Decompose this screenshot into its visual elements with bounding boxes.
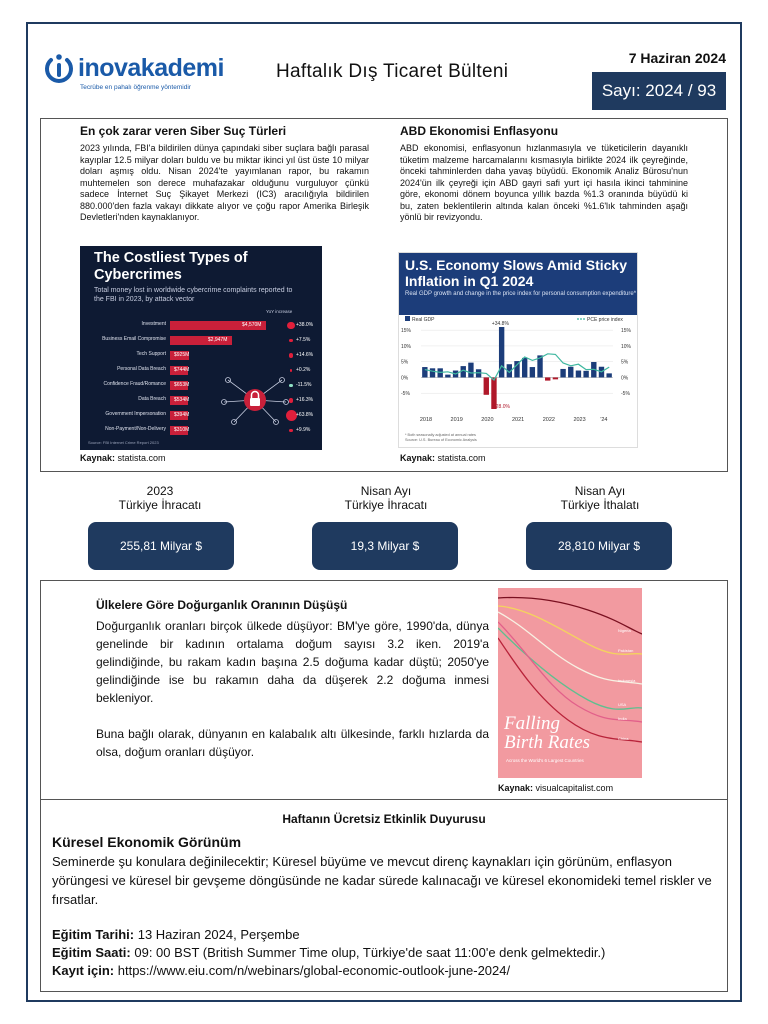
inflation-source-value: statista.com	[437, 453, 486, 463]
legend-swatch-gdp	[405, 316, 410, 321]
stat-label-line1: 2023	[146, 484, 174, 498]
cyber-yoy-dot	[289, 353, 293, 357]
birth-paragraph-2: Buna bağlı olarak, dünyanın en kalabalık altı ülkesinde, farklı hızlarda da olsa, doğum oranları düşüyor.	[96, 727, 489, 759]
gdp-bar	[468, 363, 473, 378]
stat-import-april	[526, 484, 674, 512]
cyber-chart-title: The Costliest Types of Cybercrimes	[94, 250, 248, 283]
cyber-category-label: Non-Payment/Non-Delivery	[105, 426, 166, 432]
inflation-chart-plot	[399, 313, 638, 448]
gdp-bar	[568, 367, 573, 378]
cyber-category-label: Confidence Fraud/Romance	[103, 381, 166, 387]
inflation-chart	[398, 252, 638, 448]
cyber-category-label: Government Impersonation	[105, 411, 166, 417]
cyber-title: En çok zarar veren Siber Suç Türleri	[80, 124, 287, 138]
cyber-chart-row	[80, 318, 322, 333]
cybercrime-chart	[80, 246, 322, 450]
cyber-yoy-dot	[290, 369, 292, 371]
stat-value-import-april: 28,810 Milyar $	[526, 522, 672, 570]
y-tick-label-left: 10%	[401, 343, 412, 350]
cyber-yoy-label: +38.0%	[296, 322, 314, 328]
stat-value-export-2023: 255,81 Milyar $	[88, 522, 234, 570]
logo	[42, 50, 232, 98]
stat-label-line1: Nisan Ayı	[360, 484, 412, 498]
y-tick-label-right: 5%	[621, 359, 629, 366]
x-tick-label: 2018	[419, 417, 433, 423]
cyber-yoy-label: -11.5%	[296, 382, 312, 388]
cyber-chart-source: Source: FBI Internet Crime Report 2023	[88, 440, 159, 445]
inflation-source	[400, 453, 486, 463]
cyber-category-label: Investment	[141, 321, 166, 327]
birth-country-label: China	[618, 736, 629, 741]
birth-country-label: India	[618, 716, 627, 721]
cyber-yoy-dot	[289, 339, 292, 342]
stat-export-april	[312, 484, 460, 512]
gdp-bar	[583, 371, 588, 378]
cyber-value-label: $534M	[174, 397, 190, 403]
birth-title: Ülkelere Göre Doğurganlık Oranının Düşüşü	[96, 598, 348, 612]
cyber-yoy-label: +14.6%	[296, 352, 314, 358]
cyber-yoy-dot	[289, 429, 292, 432]
y-tick-label-right: -5%	[621, 391, 630, 398]
inflation-chart-subtitle: Real GDP growth and change in the price index for personal consumption expenditure*	[405, 291, 637, 297]
cyber-yoy-dot	[287, 322, 294, 329]
stat-export-2023	[86, 484, 234, 512]
event-date	[52, 926, 300, 944]
event-heading: Haftanın Ücretsiz Etkinlik Duyurusu	[282, 812, 486, 826]
birth-country-label: USA	[618, 702, 627, 707]
cyber-value-label: $2,947M	[207, 337, 228, 343]
event-registration	[52, 962, 510, 980]
logo-name: inovakademi	[78, 54, 224, 82]
cyber-yoy-label: +9.9%	[296, 427, 311, 433]
event-description: Seminerde şu konulara değinilecektir; Küresel büyüme ve mevcut direnç kaynakları için görünüm, enflasyon yörüngesi ve küresel bir gevşeme döngüsünde ne kadar sürede kalınacağı ve küresel ekonomideki temel riskler ve fırsatlar.	[52, 854, 712, 907]
stat-label-line2: Türkiye İhracatı	[118, 498, 202, 512]
birth-country-label: Pakistan	[618, 648, 634, 653]
event-time-label: Eğitim Saati:	[52, 945, 131, 960]
x-tick-label: '24	[600, 417, 608, 423]
y-tick-label-right: 10%	[621, 343, 632, 350]
cyber-category-label: Business Email Compromise	[102, 336, 166, 342]
cyber-yoy-label: +7.5%	[296, 337, 311, 343]
cyber-chart-row	[80, 348, 322, 363]
x-tick-label: 2022	[542, 417, 555, 423]
cyber-value-label: $653M	[174, 382, 190, 388]
event-register-label: Kayıt için:	[52, 963, 115, 978]
inflation-title: ABD Ekonomisi Enflasyonu	[400, 124, 559, 138]
y-tick-label-right: 0%	[621, 375, 629, 382]
stat-label-line2: Türkiye İthalatı	[560, 498, 640, 512]
cyber-chart-row	[80, 333, 322, 348]
cyber-source	[80, 453, 166, 463]
inflation-text: ABD ekonomisi, enflasyonun hızlanmasıyla ve tüketicilerin dayanıklı tüketim malzeme harcamalarını kısmasıyla birlikte 2024 ilk çeyreğinde, önceki tahminlerden daha yavaş büyüdü. Ekonomik Analiz Bürosu'nun 2024'ün ilk çeyreği için ABD gayri safi yurt içi hasıla ikinci tahminine göre, ekonomi dönem boyunca yıllık bazda %1.3 oranında büyüdü ki bu, zaten beklentilerin altında kalan önceki %1.6'lık tahminden aşağı yönlü bir revizyondu.	[400, 143, 688, 222]
event-register-link[interactable]: https://www.eiu.com/n/webinars/global-economic-outlook-june-2024/	[114, 963, 511, 978]
birth-image-caption	[504, 714, 590, 752]
inflation-chart-title: U.S. Economy Slows Amid Sticky Inflation in Q1 2024	[405, 257, 627, 289]
issue-date: 7 Haziran 2024	[628, 50, 726, 66]
birth-caption-line2: Birth Rates	[504, 732, 591, 753]
gdp-bar	[553, 377, 558, 379]
birth-source-value: visualcapitalist.com	[535, 783, 614, 793]
cyber-value-label: $394M	[174, 412, 190, 418]
annotation-min: -28.0%	[494, 404, 510, 410]
issue-number: Sayı: 2024 / 93	[592, 72, 726, 110]
birth-rates-image	[498, 588, 642, 778]
gdp-bar	[530, 367, 535, 377]
gdp-bar	[576, 371, 581, 378]
cyber-category-label: Data Breach	[138, 396, 166, 402]
cyber-text: 2023 yılında, FBI'a bildirilen dünya çapındaki siber suçlara bağlı parasal kayıplar 12.5 milyar doları buldu ve bu miktar ikinci yıl üst üste 10 milyar doları aşmış oldu. Nisan 2024'te yayımlanan rapor, bu rakamın muhtemelen son derece muhafazakar olduğunu vurguluyor çünkü sadece İnternet Suç Şikayet Merkezi (IC3) aracılığıyla bildirilen 880.000'den fazla vakayı dikkate alıyor ve çoğu rapor Amerika Birleşik Devletleri'nden kaynaklanıyor.	[80, 143, 369, 222]
inflation-article	[400, 124, 688, 224]
cyber-value-label: $4,570M	[242, 322, 262, 328]
bulletin-title: Haftalık Dış Ticaret Bülteni	[276, 61, 509, 82]
cyber-value-label: $744M	[174, 367, 190, 373]
birth-source-label: Kaynak:	[498, 783, 534, 793]
padlock-icon	[220, 372, 290, 428]
event-date-value: 13 Haziran 2024, Perşembe	[134, 927, 300, 942]
gdp-bar	[445, 375, 450, 378]
event-time-value: 09: 00 BST (British Summer Time olup, Türkiye'de saat 11:00'e denk gelmektedir.)	[130, 945, 606, 960]
chart-footnote: * Both seasonally adjusted at annual rates	[405, 433, 476, 437]
gdp-bar	[430, 368, 435, 377]
legend-label-gdp: Real GDP	[412, 317, 435, 323]
gdp-bar	[606, 373, 611, 377]
birth-image-subtitle: Across the World's 6 Largest Countries	[506, 758, 584, 763]
y-tick-label-left: -5%	[401, 391, 410, 398]
birth-source	[498, 783, 613, 793]
cyber-source-label: Kaynak:	[80, 453, 116, 463]
gdp-bar	[545, 377, 550, 380]
y-tick-label-right: 15%	[621, 328, 632, 335]
cyber-yoy-label: +0.2%	[296, 367, 311, 373]
legend-label-pce: PCE price index	[587, 317, 623, 323]
x-tick-label: 2020	[481, 417, 494, 423]
cyber-yoy-label: +16.3%	[296, 397, 314, 403]
x-tick-label: 2019	[450, 417, 463, 423]
event-title: Küresel Ekonomik Görünüm	[52, 834, 242, 850]
cyber-value-label: $925M	[174, 352, 190, 358]
cyber-category-label: Tech Support	[136, 351, 166, 357]
x-tick-label: 2021	[512, 417, 525, 423]
cyber-yoy-label: +63.8%	[296, 412, 314, 418]
birth-country-label: Indonesia	[618, 678, 636, 683]
event-date-label: Eğitim Tarihi:	[52, 927, 135, 942]
cyber-chart-subtitle: Total money lost in worldwide cybercrime complaints reported to the FBI in 2023, by attack vector	[94, 287, 293, 303]
birth-country-label: Nigeria	[618, 628, 631, 633]
event-time	[52, 944, 605, 962]
logo-power-icon	[42, 52, 76, 86]
cyber-category-label: Personal Data Breach	[117, 366, 166, 372]
stat-label-line1: Nisan Ayı	[574, 484, 626, 498]
birth-text	[96, 617, 489, 761]
birth-caption-line1: Falling	[504, 713, 560, 734]
cyber-value-label: $310M	[174, 427, 190, 433]
gdp-bar	[422, 367, 427, 377]
logo-tagline: Tecrübe en pahalı öğrenme yöntemidir	[80, 84, 191, 91]
x-tick-label: 2023	[573, 417, 586, 423]
inflation-chart-header	[399, 253, 638, 315]
birth-paragraph-1: Doğurganlık oranları birçok ülkede düşüyor: BM'ye göre, 1990'da, dünya genelinde bir kadının ortalama doğum sayısı 3.2 iken. 2019'a gelindiğinde, bu rakam kadın başına 2.5 doğuma kadar düştü; 2050'ye gelindiğinde ise bu rakamın daha da düşerek 2.2 doğuma inmesi bekleniyor.	[96, 619, 489, 705]
cyber-chart-yoy-header: YoY increase	[266, 309, 293, 314]
cyber-article	[80, 124, 369, 235]
cyber-source-value: statista.com	[117, 453, 166, 463]
annotation-max: +34.8%	[491, 321, 509, 327]
inflation-source-label: Kaynak:	[400, 453, 436, 463]
y-tick-label-left: 15%	[401, 328, 412, 335]
gdp-bar	[560, 369, 565, 378]
gdp-bar	[522, 358, 527, 378]
stat-value-export-april: 19,3 Milyar $	[312, 522, 458, 570]
y-tick-label-left: 5%	[401, 359, 409, 366]
gdp-bar	[484, 377, 489, 394]
chart-source: Source: U.S. Bureau of Economic Analysis	[405, 438, 477, 442]
y-tick-label-left: 0%	[401, 375, 409, 382]
stat-label-line2: Türkiye İhracatı	[344, 498, 428, 512]
